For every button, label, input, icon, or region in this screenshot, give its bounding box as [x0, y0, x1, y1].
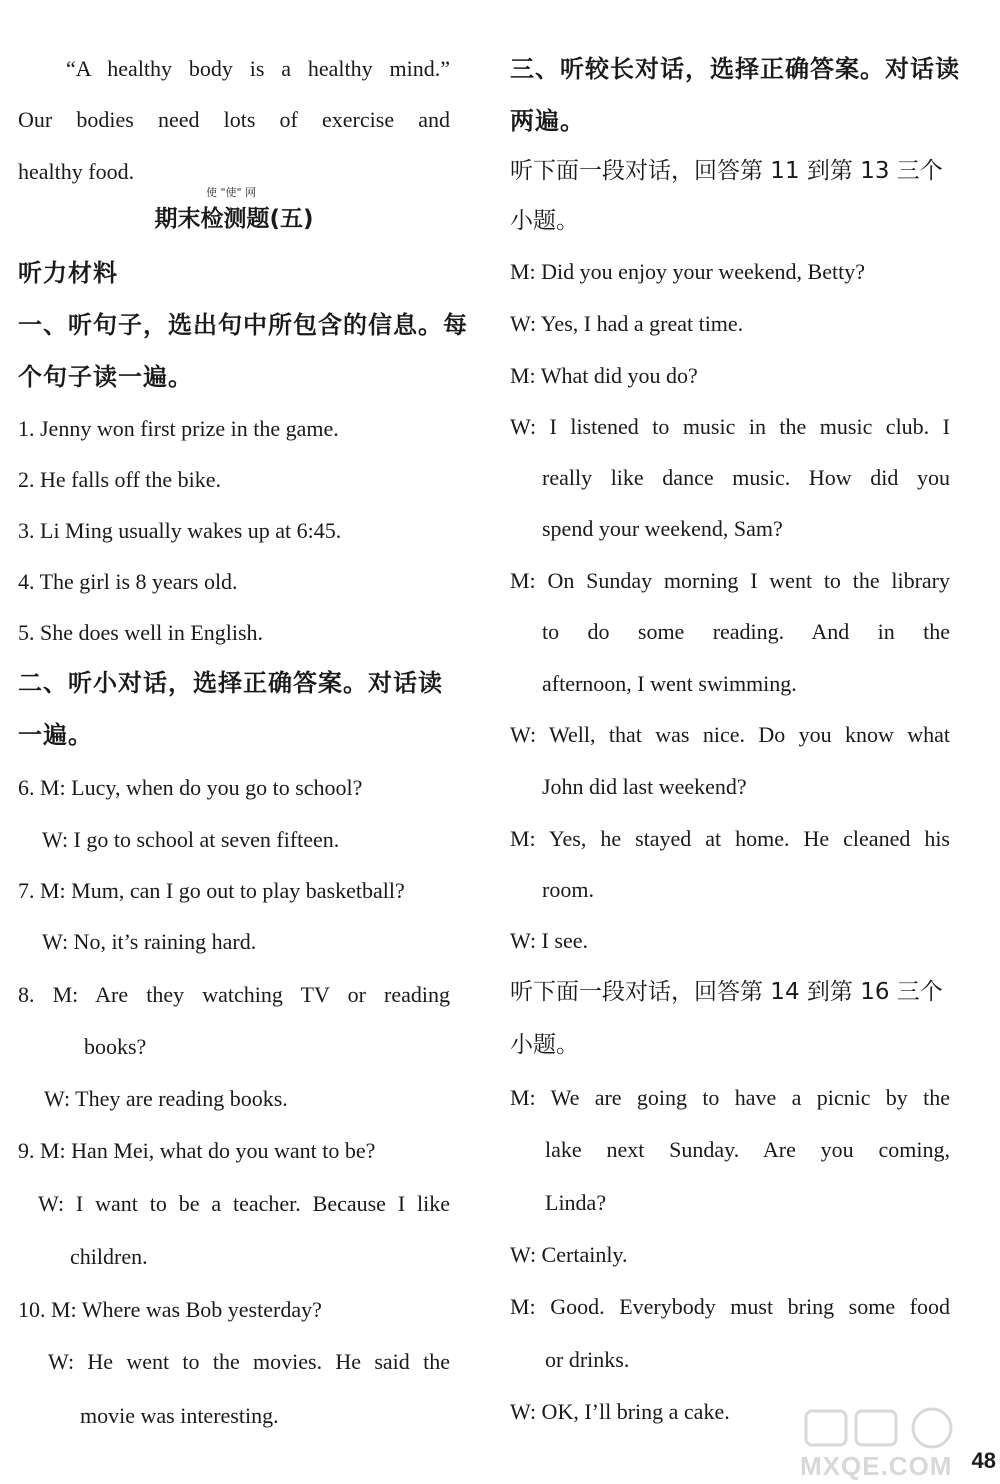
conv-1-line-7a: M: Yes, he stayed at home. He cleaned his [510, 826, 950, 851]
conv-1-line-5c: afternoon, I went swimming. [542, 671, 797, 696]
dialog-8-m-line-1: 8. M: Are they watching TV or reading [18, 982, 450, 1007]
dialog-10-w-line-1: W: He went to the movies. He said the [48, 1349, 450, 1374]
dialog-10-w-line-2: movie was interesting. [80, 1403, 279, 1428]
dialog-9-w-line-2: children. [70, 1244, 148, 1269]
section-1-heading-line-2: 个句子读一遍。 [18, 363, 193, 391]
dialog-10-m: 10. M: Where was Bob yesterday? [18, 1297, 322, 1322]
dialog-9-w-line-1: W: I want to be a teacher. Because I like [38, 1191, 450, 1216]
dialog-7-m: 7. M: Mum, can I go out to play basketball? [18, 878, 405, 903]
conv-1-line-4c: spend your weekend, Sam? [542, 516, 783, 541]
quote-line-3: healthy food. [18, 159, 135, 184]
conv-2-line-4: W: OK, I’ll bring a cake. [510, 1399, 730, 1424]
intro-1-line-2: 小题。 [510, 208, 579, 234]
conv-2-line-3a: M: Good. Everybody must bring some food [510, 1294, 950, 1319]
conv-2-line-2: W: Certainly. [510, 1242, 628, 1267]
conv-1-line-6b: John did last weekend? [542, 774, 747, 799]
conv-2-line-1c: Linda? [545, 1190, 607, 1215]
page-title: 期末检测题(五) [154, 206, 314, 232]
sentence-item-5: 5. She does well in English. [18, 620, 264, 645]
conv-1-line-5b: to do some reading. And in the [542, 619, 950, 644]
conv-1-line-4a: W: I listened to music in the music club. I [510, 414, 950, 439]
dialog-8-w: W: They are reading books. [44, 1086, 288, 1111]
material-heading: 听力材料 [18, 259, 118, 287]
conv-2-line-1a: M: We are going to have a picnic by the [510, 1085, 950, 1110]
conv-1-line-1: M: Did you enjoy your weekend, Betty? [510, 259, 865, 284]
dialog-9-m: 9. M: Han Mei, what do you want to be? [18, 1138, 376, 1163]
intro-1-line-1: 听下面一段对话，回答第 11 到第 13 三个 [510, 158, 943, 184]
sentence-item-2: 2. He falls off the bike. [18, 467, 222, 492]
dialog-6-m: 6. M: Lucy, when do you go to school? [18, 775, 363, 800]
sentence-item-1: 1. Jenny won first prize in the game. [18, 416, 339, 441]
section-3-heading-line-1: 三、听较长对话，选择正确答案。对话读 [510, 55, 960, 83]
watermark-text: MXQE.COM [800, 1451, 953, 1481]
conv-1-line-4b: really like dance music. How did you [542, 465, 950, 490]
dialog-7-w: W: No, it’s raining hard. [42, 929, 257, 954]
section-1-heading-line-1: 一、听句子，选出句中所包含的信息。每 [18, 311, 468, 339]
conv-1-line-6a: W: Well, that was nice. Do you know what [510, 722, 950, 747]
intro-2-line-1: 听下面一段对话，回答第 14 到第 16 三个 [510, 979, 943, 1005]
conv-1-line-8: W: I see. [510, 928, 588, 953]
quote-line-1: “A healthy body is a healthy mind.” [66, 56, 450, 81]
conv-2-line-1b: lake next Sunday. Are you coming, [545, 1137, 950, 1162]
conv-1-line-7b: room. [542, 877, 594, 902]
dialog-8-m-line-2: books? [84, 1034, 147, 1059]
watermark-logo-icon [800, 1405, 980, 1453]
section-2-heading-line-1: 二、听小对话，选择正确答案。对话读 [18, 669, 443, 697]
section-3-heading-line-2: 两遍。 [510, 107, 585, 135]
page-number: 48 [971, 1448, 996, 1473]
conv-1-line-2: W: Yes, I had a great time. [510, 311, 744, 336]
quote-line-2: Our bodies need lots of exercise and [18, 107, 450, 132]
section-2-heading-line-2: 一遍。 [18, 721, 93, 749]
dialog-6-w: W: I go to school at seven fifteen. [42, 827, 340, 852]
conv-2-line-3b: or drinks. [545, 1347, 630, 1372]
small-note: 使 "使" 网 [206, 186, 257, 199]
sentence-item-3: 3. Li Ming usually wakes up at 6:45. [18, 518, 342, 543]
sentence-item-4: 4. The girl is 8 years old. [18, 569, 238, 594]
conv-1-line-5a: M: On Sunday morning I went to the library [510, 568, 950, 593]
site-watermark [800, 1405, 980, 1479]
conv-1-line-3: M: What did you do? [510, 363, 698, 388]
intro-2-line-2: 小题。 [510, 1032, 579, 1058]
